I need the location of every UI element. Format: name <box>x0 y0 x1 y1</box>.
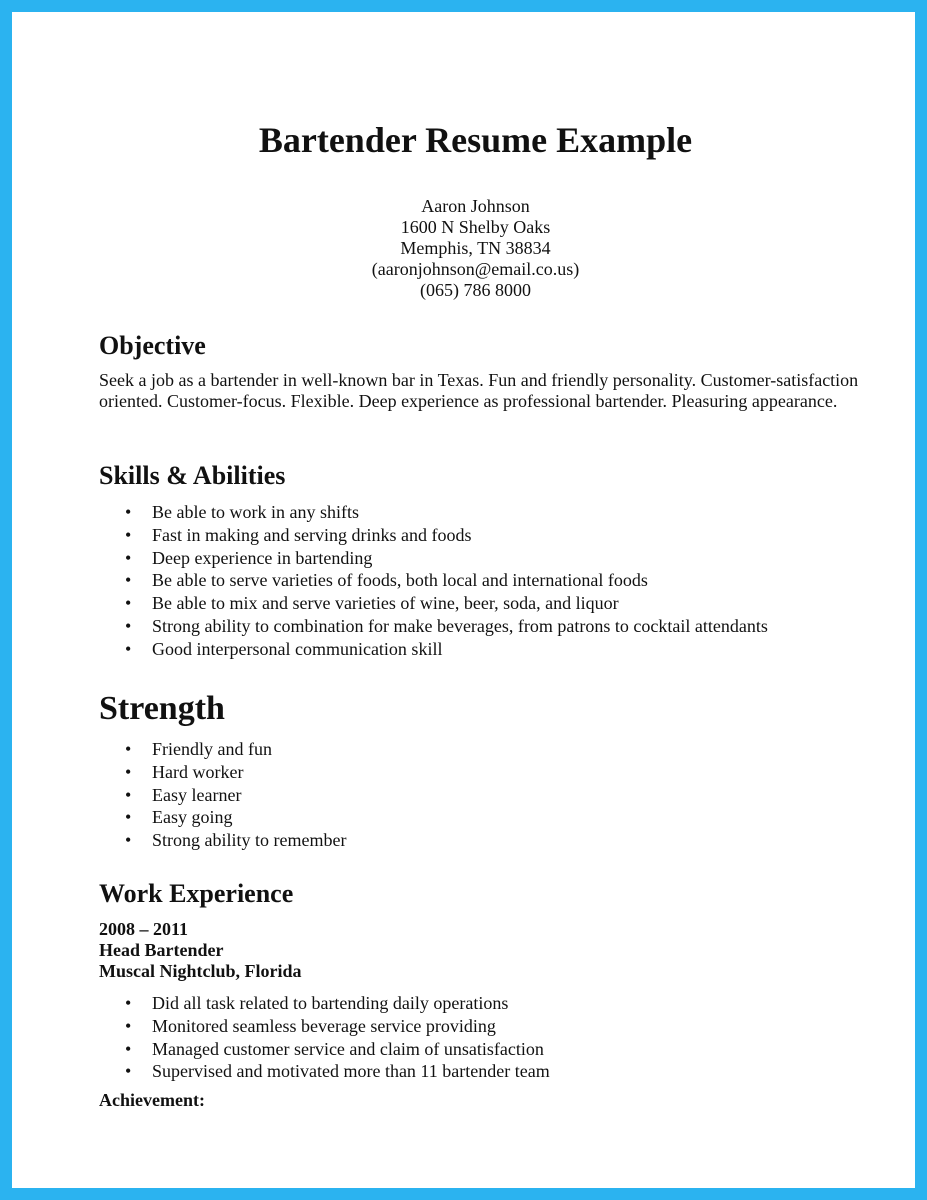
list-item: • Managed customer service and claim of unsatisfaction <box>125 1038 544 1059</box>
objective-heading: Objective <box>99 331 206 360</box>
bullet-icon: • <box>125 638 132 659</box>
bullet-icon: • <box>125 593 132 614</box>
bullet-icon: • <box>125 784 132 805</box>
bullet-icon: • <box>125 524 132 545</box>
list-item: • Be able to work in any shifts <box>125 502 359 522</box>
list-item: • Supervised and motivated more than 11 bartender team <box>125 1061 550 1082</box>
bullet-icon: • <box>125 570 132 591</box>
list-item: • Friendly and fun <box>125 739 272 759</box>
list-item: • Deep experience in bartending <box>125 547 373 568</box>
bullet-icon: • <box>125 1015 132 1036</box>
job-years: 2008 – 2011 <box>99 919 189 939</box>
list-item: • Strong ability to combination for make beverages, from patrons to cocktail attendants <box>125 615 768 636</box>
job-role: Head Bartender <box>99 940 224 960</box>
strength-list <box>125 738 346 852</box>
list-item: • Fast in making and serving drinks and foods <box>125 524 472 545</box>
bullet-icon: • <box>125 547 132 568</box>
list-item: • Monitored seamless beverage service providing <box>125 1015 496 1036</box>
strength-heading: Strength <box>99 690 225 727</box>
contact-block <box>12 196 927 301</box>
contact-name: Aaron Johnson <box>421 196 530 216</box>
list-item: • Easy learner <box>125 784 242 805</box>
list-item: • Good interpersonal communication skill <box>125 638 443 659</box>
list-item: • Did all task related to bartending daily operations <box>125 993 509 1013</box>
achievement-label: Achievement: <box>99 1090 205 1110</box>
contact-street: 1600 N Shelby Oaks <box>400 217 551 237</box>
work-duties-list <box>125 992 550 1083</box>
list-item: • Easy going <box>125 807 233 828</box>
list-item: • Strong ability to remember <box>125 830 347 851</box>
objective-text: Seek a job as a bartender in well-known bar in Texas. Fun and friendly personality. Customer-satisfaction oriented. Customer-focus. Flexible. Deep experience as professional bartender. Pleasuring appearance. <box>99 370 859 411</box>
document-title: Bartender Resume Example <box>258 120 693 160</box>
bullet-icon: • <box>125 739 132 759</box>
skills-heading: Skills & Abilities <box>99 461 286 490</box>
bullet-icon: • <box>125 615 132 636</box>
skills-list <box>125 501 768 661</box>
bullet-icon: • <box>125 1038 132 1059</box>
list-item: • Hard worker <box>125 761 244 782</box>
bullet-icon: • <box>125 993 132 1013</box>
list-item: • Be able to serve varieties of foods, both local and international foods <box>125 570 648 591</box>
contact-city: Memphis, TN 38834 <box>400 238 551 258</box>
bullet-icon: • <box>125 830 132 851</box>
bullet-icon: • <box>125 807 132 828</box>
bullet-icon: • <box>125 1061 132 1082</box>
contact-phone: (065) 786 8000 <box>420 280 531 300</box>
work-heading: Work Experience <box>99 879 294 908</box>
job-place: Muscal Nightclub, Florida <box>99 961 302 981</box>
bullet-icon: • <box>125 761 132 782</box>
list-item: • Be able to mix and serve varieties of wine, beer, soda, and liquor <box>125 593 619 614</box>
contact-email: (aaronjohnson@email.co.us) <box>371 259 580 279</box>
bullet-icon: • <box>125 502 132 522</box>
